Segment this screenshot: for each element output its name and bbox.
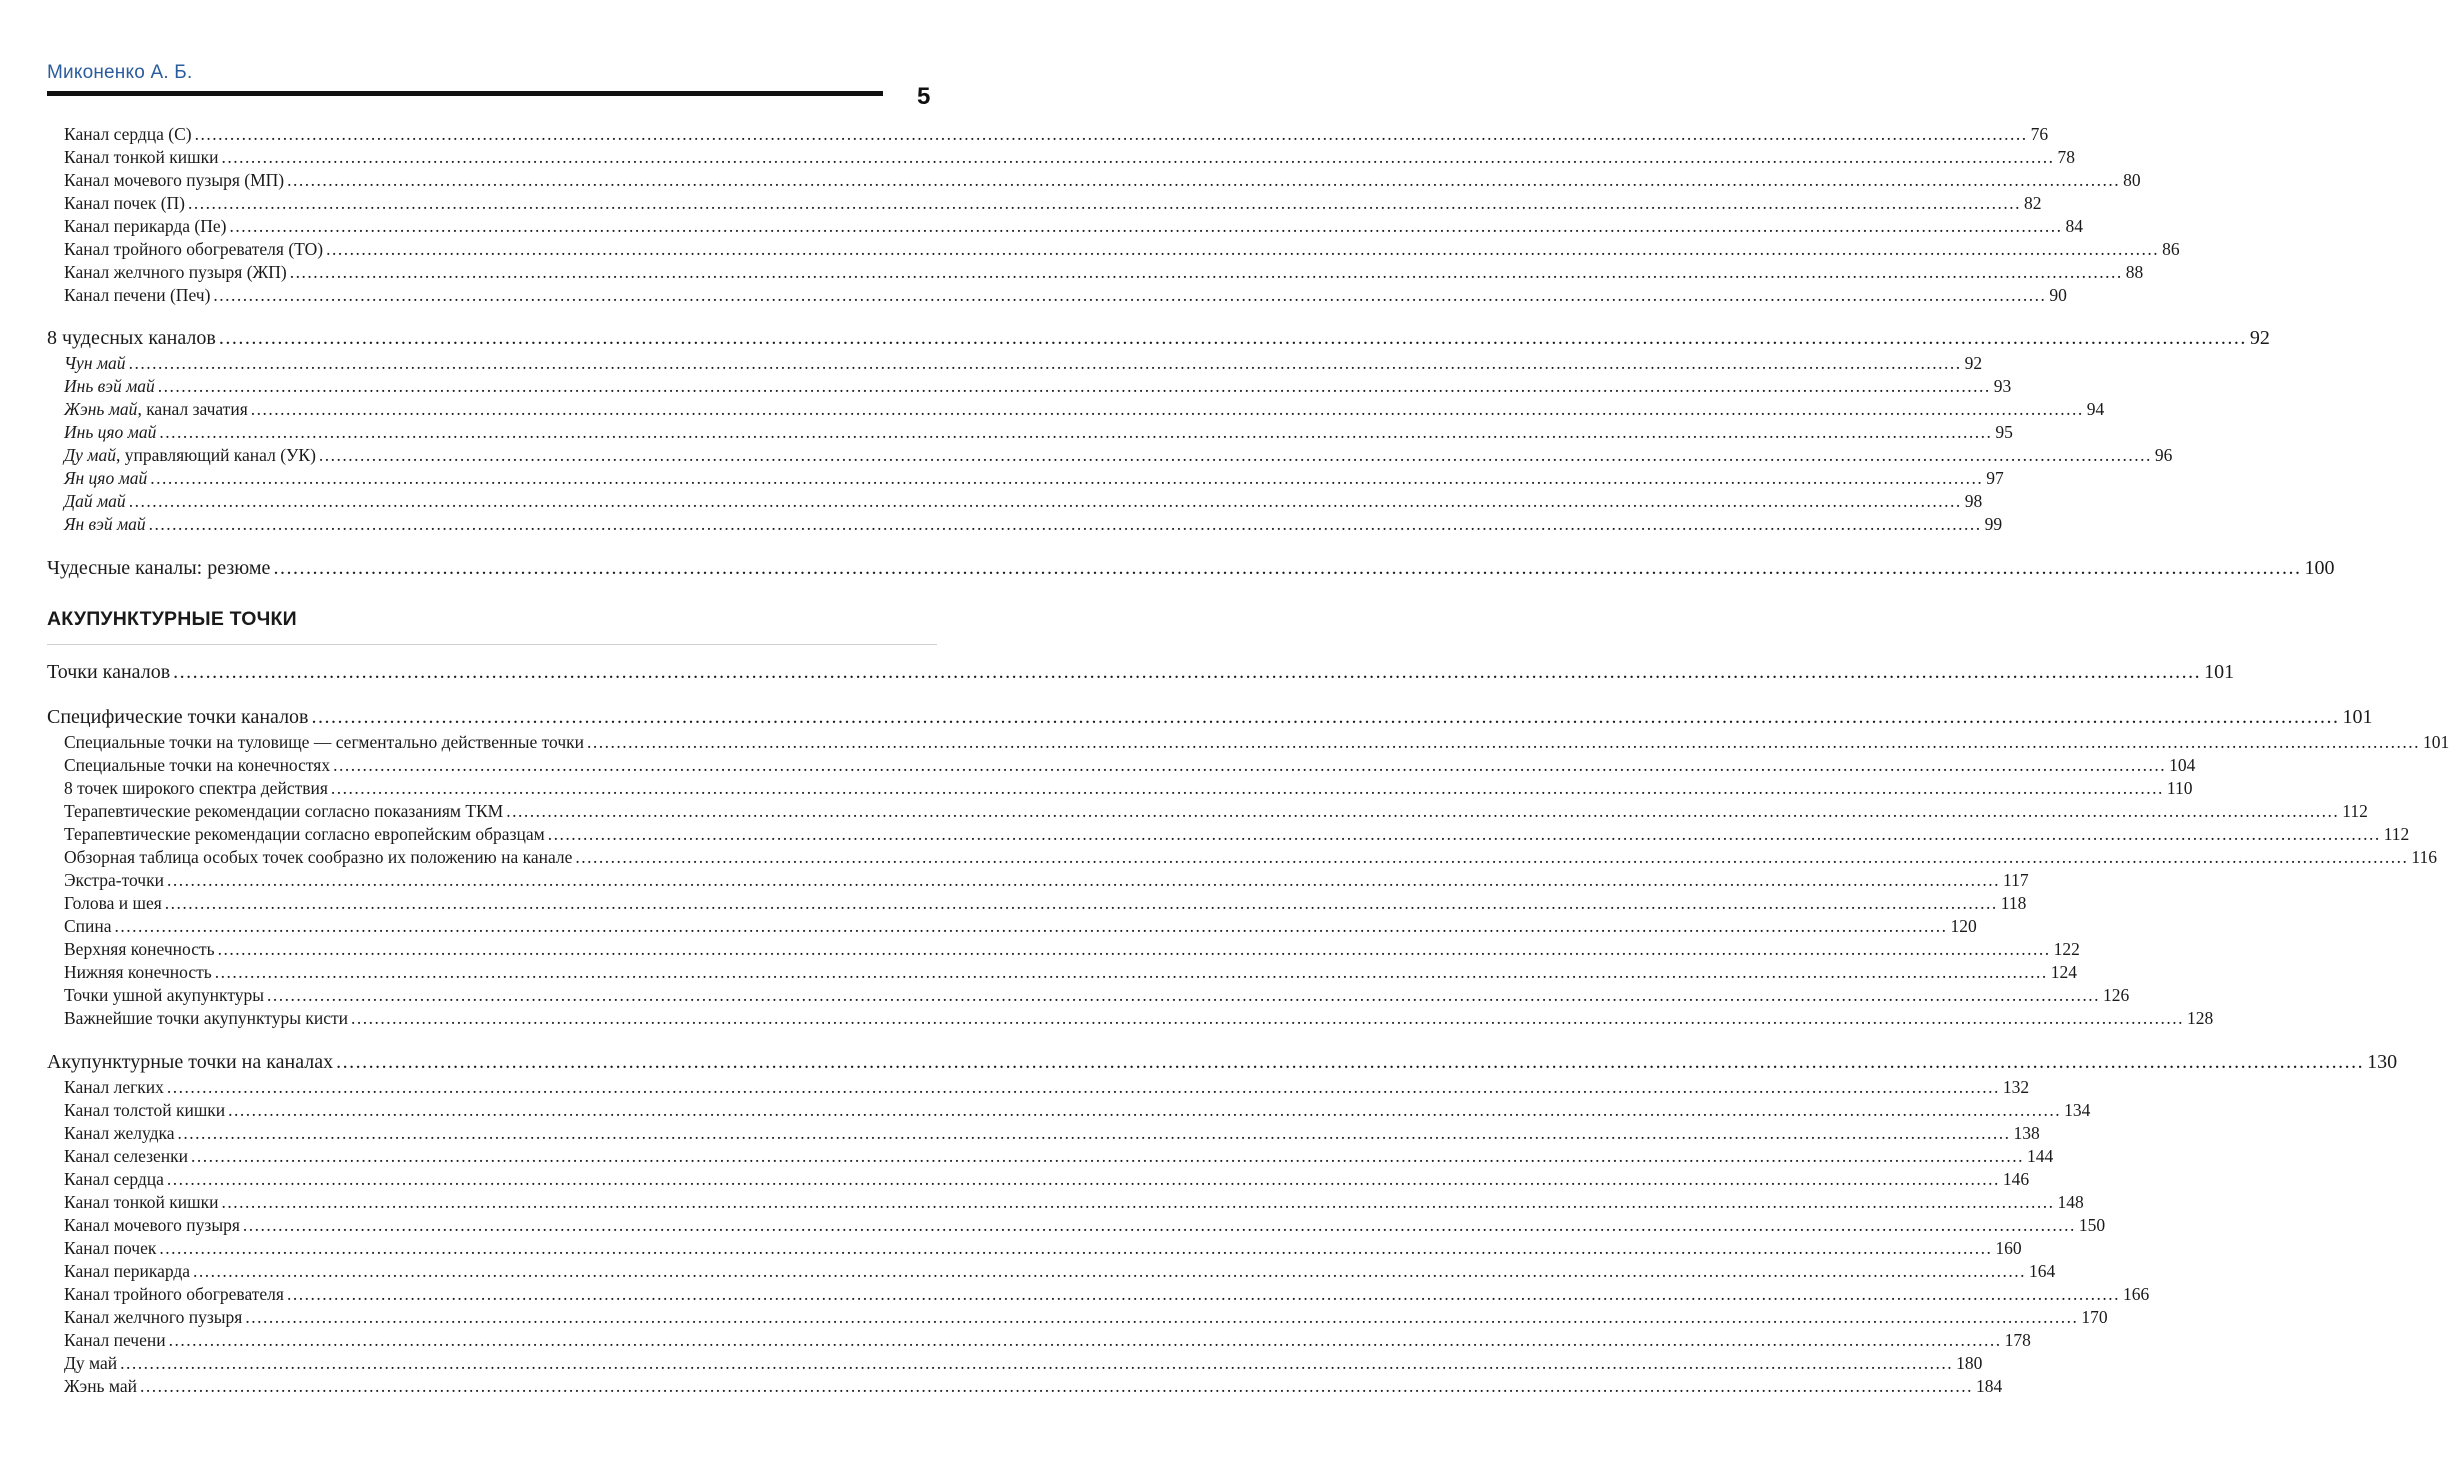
toc-entry-page: 97: [1986, 468, 2004, 488]
dot-leader: ........................................................................................................................................................................................................................................................................................................................: [157, 376, 1991, 396]
toc-entry: [64, 847, 2437, 870]
toc-entry-page: 124: [2050, 962, 2077, 982]
toc-entry: [64, 778, 2193, 801]
toc-entry-title: Обзорная таблица особых точек сообразно их положению на канале: [64, 847, 573, 867]
toc-entry-title: Ян вэй май: [64, 514, 146, 534]
toc-section-page: 100: [2304, 557, 2335, 579]
toc-entry-page: 120: [1950, 916, 1977, 936]
dot-leader: ........................................................................................................................................................................................................................................................................................................................: [150, 468, 1984, 488]
dot-leader: ........................................................................................................................................................................................................................................................................................................................: [114, 916, 1948, 936]
toc-entry: [64, 239, 2180, 262]
toc-entry-page: 112: [2342, 801, 2368, 821]
toc-section-page: 130: [2367, 1051, 2398, 1073]
toc-entry-page: 184: [1976, 1376, 2003, 1396]
toc-entry: [64, 732, 2449, 755]
toc-entry-title: Канал сердца (С): [64, 124, 192, 144]
toc-section: [47, 557, 2335, 583]
toc-entry-page: 160: [1995, 1238, 2022, 1258]
toc-entry: [64, 985, 2130, 1008]
toc-entry: [64, 1146, 2054, 1169]
dot-leader: ........................................................................................................................................................................................................................................................................................................................: [140, 1376, 1973, 1396]
toc-section-title: Точки каналов: [47, 661, 171, 683]
toc-entry-title: Канал тонкой кишки: [64, 147, 219, 167]
dot-leader: ........................................................................................................................................................................................................................................................................................................................: [194, 124, 2028, 144]
toc-entry-title: Инь вэй май: [64, 376, 155, 396]
toc-entry: [64, 1100, 2091, 1123]
toc-entry: [64, 193, 2042, 216]
dot-leader: ........................................................................................................................................................................................................................................................................................................................: [193, 1261, 2027, 1281]
toc-entry: [64, 491, 1983, 514]
dot-leader: ........................................................................................................................................................................................................................................................................................................................: [242, 1215, 2076, 1235]
dot-leader: ........................................................................................................................................................................................................................................................................................................................: [213, 285, 2047, 305]
toc-entry-page: 117: [2002, 870, 2029, 890]
toc-entry-page: 132: [2002, 1077, 2030, 1097]
toc-entry-title: Верхняя конечность: [64, 939, 215, 959]
dot-leader: ........................................................................................................................................................................................................................................................................................................................: [173, 661, 2202, 683]
toc-section: [47, 1051, 2398, 1077]
toc-entry-page: 110: [2166, 778, 2193, 798]
toc-entry-page: 170: [2081, 1307, 2108, 1327]
dot-leader: ........................................................................................................................................................................................................................................................................................................................: [159, 1238, 1993, 1258]
toc-entry: [64, 514, 2003, 537]
toc-entry-title: Канал печени: [64, 1330, 166, 1350]
toc-entry: [64, 353, 1983, 376]
toc-entry-title: Ду май: [64, 445, 116, 465]
dot-leader: ........................................................................................................................................................................................................................................................................................................................: [166, 870, 2000, 890]
toc-entry: [64, 422, 2013, 445]
toc-entry: [64, 801, 2368, 824]
toc-entry-title: Канал желчного пузыря: [64, 1307, 243, 1327]
toc-entry: [64, 1169, 2030, 1192]
toc-entry-title: Канал желчного пузыря (ЖП): [64, 262, 287, 282]
dot-leader: ........................................................................................................................................................................................................................................................................................................................: [273, 557, 2302, 579]
toc-entry: [64, 1353, 1983, 1376]
toc-entry-page: 134: [2064, 1100, 2091, 1120]
toc-entry-page: 178: [2004, 1330, 2031, 1350]
dot-leader: ........................................................................................................................................................................................................................................................................................................................: [351, 1008, 2184, 1028]
dot-leader: ........................................................................................................................................................................................................................................................................................................................: [159, 422, 1993, 442]
toc-entry-title: Канал мочевого пузыря: [64, 1215, 240, 1235]
toc-entry-title: Жэнь май: [64, 1376, 137, 1396]
dot-leader: ........................................................................................................................................................................................................................................................................................................................: [506, 801, 2340, 821]
toc-entry: [64, 216, 2083, 239]
dot-leader: ........................................................................................................................................................................................................................................................................................................................: [217, 939, 2051, 959]
dot-leader: ........................................................................................................................................................................................................................................................................................................................: [214, 962, 2048, 982]
toc-entry-page: 78: [2057, 147, 2075, 167]
toc-entry-title: Важнейшие точки акупунктуры кисти: [64, 1008, 348, 1028]
page-number: 5: [917, 83, 931, 110]
part-heading: АКУПУНКТУРНЫЕ ТОЧКИ: [47, 608, 297, 630]
dot-leader: ........................................................................................................................................................................................................................................................................................................................: [326, 239, 2160, 259]
toc-entry-page: 88: [2125, 262, 2144, 282]
toc-entry: [64, 1330, 2031, 1353]
toc-entry: [64, 468, 2004, 491]
toc-entry-page: 94: [2086, 399, 2105, 419]
toc-entry: [64, 1284, 2150, 1307]
toc-section: [47, 706, 2373, 732]
toc-section-title: Специфические точки каналов: [47, 706, 309, 728]
toc-entry: [64, 870, 2029, 893]
toc-entry: [64, 893, 2027, 916]
toc-entry-title: Ду май: [64, 1353, 118, 1373]
toc-entry-title: Голова и шея: [64, 893, 162, 913]
dot-leader: ........................................................................................................................................................................................................................................................................................................................: [267, 985, 2100, 1005]
toc-entry-page: 104: [2169, 755, 2196, 775]
toc-entry: [64, 824, 2410, 847]
toc-entry: [64, 1307, 2108, 1330]
toc-entry-title: Терапевтические рекомендации согласно европейским образцам: [64, 824, 545, 844]
toc-entry-title: Спина: [64, 916, 112, 936]
toc-entry-title: Канал почек: [64, 1238, 157, 1258]
toc-entry: [64, 755, 2196, 778]
toc-entry-page: 76: [2030, 124, 2049, 144]
running-header-author: Миконенко А. Б.: [47, 62, 193, 83]
dot-leader: ........................................................................................................................................................................................................................................................................................................................: [228, 1100, 2062, 1120]
toc-entry: [64, 939, 2080, 962]
toc-entry-title: Канал легких: [64, 1077, 164, 1097]
toc-entry-page: 116: [2411, 847, 2437, 867]
toc-entry: [64, 376, 2012, 399]
dot-leader: ........................................................................................................................................................................................................................................................................................................................: [166, 1077, 2000, 1097]
toc-entry-title: Терапевтические рекомендации согласно показаниям ТКМ: [64, 801, 504, 821]
dot-leader: ........................................................................................................................................................................................................................................................................................................................: [218, 327, 2247, 349]
toc-entry-title: Канал желудка: [64, 1123, 175, 1143]
toc-entry: [64, 1376, 2003, 1399]
toc-entry-page: 126: [2103, 985, 2130, 1005]
dot-leader: ........................................................................................................................................................................................................................................................................................................................: [330, 778, 2164, 798]
dot-leader: ........................................................................................................................................................................................................................................................................................................................: [168, 1330, 2002, 1350]
dot-leader: ........................................................................................................................................................................................................................................................................................................................: [287, 170, 2121, 190]
toc-entry: [64, 1192, 2084, 1215]
toc-entry-title: Канал сердца: [64, 1169, 164, 1189]
toc-entry-title: Жэнь май: [64, 399, 138, 419]
toc-entry-page: 101: [2422, 732, 2449, 752]
dot-leader: ........................................................................................................................................................................................................................................................................................................................: [250, 399, 2084, 419]
header-rule: [47, 91, 883, 96]
dot-leader: ........................................................................................................................................................................................................................................................................................................................: [148, 514, 1982, 534]
toc-entry-page: 86: [2162, 239, 2180, 259]
toc-entry-title: Канал печени (Печ): [64, 285, 211, 305]
toc-entry: [64, 1238, 2022, 1261]
dot-leader: ........................................................................................................................................................................................................................................................................................................................: [128, 491, 1962, 511]
toc-entry-title: Специальные точки на туловище — сегментально действенные точки: [64, 732, 584, 752]
toc-section-title: 8 чудесных каналов: [47, 327, 216, 349]
toc-entry-page: 80: [2123, 170, 2141, 190]
toc-entry-title: Нижняя конечность: [64, 962, 212, 982]
dot-leader: ........................................................................................................................................................................................................................................................................................................................: [190, 1146, 2024, 1166]
toc-entry-page: 144: [2026, 1146, 2054, 1166]
toc-entry-title: Канал почек (П): [64, 193, 186, 213]
dot-leader: ........................................................................................................................................................................................................................................................................................................................: [547, 824, 2381, 844]
dot-leader: ........................................................................................................................................................................................................................................................................................................................: [245, 1307, 2079, 1327]
toc-entry-title: Ян цяо май: [64, 468, 148, 488]
dot-leader: ........................................................................................................................................................................................................................................................................................................................: [336, 1051, 2365, 1073]
toc-entry-title: Канал тройного обогревателя (ТО): [64, 239, 324, 259]
toc-entry-title: Канал перикарда (Пе): [64, 216, 227, 236]
toc-entry-page: 146: [2002, 1169, 2030, 1189]
toc-entry-title: Дай май: [64, 491, 126, 511]
dot-leader: ........................................................................................................................................................................................................................................................................................................................: [164, 893, 1998, 913]
dot-leader: ........................................................................................................................................................................................................................................................................................................................: [311, 706, 2340, 728]
toc-entry-page: 93: [1993, 376, 2012, 396]
toc-entry-page: 112: [2383, 824, 2410, 844]
toc-entry-page: 128: [2187, 1008, 2214, 1028]
dot-leader: ........................................................................................................................................................................................................................................................................................................................: [120, 1353, 1954, 1373]
toc-entry-page: 99: [1984, 514, 2003, 534]
toc-section: [47, 661, 2235, 687]
toc-section-page: 92: [2249, 327, 2270, 349]
toc-entry-title: Точки ушной акупунктуры: [64, 985, 264, 1005]
toc-entry-title: Инь цяо май: [64, 422, 157, 442]
toc-entry-title: Канал толстой кишки: [64, 1100, 226, 1120]
toc-entry-title: Специальные точки на конечностях: [64, 755, 331, 775]
toc-entry-page: 96: [2154, 445, 2173, 465]
toc-entry-page: 148: [2057, 1192, 2084, 1212]
toc-entry: [64, 1123, 2040, 1146]
toc-entry-page: 180: [1956, 1353, 1983, 1373]
toc-entry: [64, 962, 2077, 985]
toc-section: [47, 327, 2270, 353]
toc-entry-page: 122: [2053, 939, 2080, 959]
toc-section-page: 101: [2342, 706, 2373, 728]
dot-leader: ........................................................................................................................................................................................................................................................................................................................: [166, 1169, 2000, 1189]
toc-section-page: 101: [2204, 661, 2235, 683]
toc-entry: [64, 147, 2075, 170]
dot-leader: ........................................................................................................................................................................................................................................................................................................................: [318, 445, 2152, 465]
toc-entry: [64, 916, 1977, 939]
toc-entry-title: Чун май: [64, 353, 126, 373]
toc-entry: [64, 1261, 2056, 1284]
dot-leader: ........................................................................................................................................................................................................................................................................................................................: [286, 1284, 2120, 1304]
toc-entry-page: 164: [2029, 1261, 2056, 1281]
dot-leader: ........................................................................................................................................................................................................................................................................................................................: [221, 147, 2055, 167]
toc-entry: [64, 445, 2173, 468]
toc-section-title: Чудесные каналы: резюме: [47, 557, 271, 579]
toc-entry-page: 98: [1964, 491, 1983, 511]
toc-entry: [64, 170, 2141, 193]
toc-entry-page: 138: [2013, 1123, 2040, 1143]
toc-entry-page: 150: [2078, 1215, 2106, 1235]
toc-section-title: Акупунктурные точки на каналах: [47, 1051, 334, 1073]
toc-entry: [64, 1215, 2106, 1238]
toc-entry: [64, 1077, 2030, 1100]
toc-entry: [64, 262, 2144, 285]
dot-leader: ........................................................................................................................................................................................................................................................................................................................: [177, 1123, 2011, 1143]
dot-leader: ........................................................................................................................................................................................................................................................................................................................: [289, 262, 2123, 282]
toc-entry-title: Канал перикарда: [64, 1261, 191, 1281]
toc-entry-subtitle: , канал зачатия: [137, 399, 248, 419]
toc-entry-page: 90: [2049, 285, 2067, 305]
toc-entry-page: 82: [2024, 193, 2042, 213]
toc-entry-title: Канал селезенки: [64, 1146, 188, 1166]
dot-leader: ........................................................................................................................................................................................................................................................................................................................: [333, 755, 2167, 775]
toc-entry: [64, 399, 2105, 422]
dot-leader: ........................................................................................................................................................................................................................................................................................................................: [229, 216, 2063, 236]
dot-leader: ........................................................................................................................................................................................................................................................................................................................: [188, 193, 2022, 213]
toc-entry-title: Канал тройного обогревателя: [64, 1284, 284, 1304]
dot-leader: ........................................................................................................................................................................................................................................................................................................................: [575, 847, 2409, 867]
toc-entry-page: 92: [1964, 353, 1983, 373]
toc-entry-title: Канал мочевого пузыря (МП): [64, 170, 285, 190]
toc-entry: [64, 1008, 2214, 1031]
toc-entry-title: Канал тонкой кишки: [64, 1192, 219, 1212]
dot-leader: ........................................................................................................................................................................................................................................................................................................................: [221, 1192, 2055, 1212]
dot-leader: ........................................................................................................................................................................................................................................................................................................................: [128, 353, 1962, 373]
dot-leader: ........................................................................................................................................................................................................................................................................................................................: [586, 732, 2420, 752]
toc-entry: [64, 285, 2067, 308]
divider: [47, 644, 937, 645]
toc-entry-page: 166: [2122, 1284, 2150, 1304]
toc-entry-title: 8 точек широкого спектра действия: [64, 778, 328, 798]
toc-entry-title: Экстра-точки: [64, 870, 164, 890]
toc-entry: [64, 124, 2049, 147]
toc-entry-page: 95: [1995, 422, 2013, 442]
toc-entry-page: 118: [2000, 893, 2027, 913]
toc-entry-page: 84: [2065, 216, 2083, 236]
toc-entry-subtitle: , управляющий канал (УК): [115, 445, 316, 465]
